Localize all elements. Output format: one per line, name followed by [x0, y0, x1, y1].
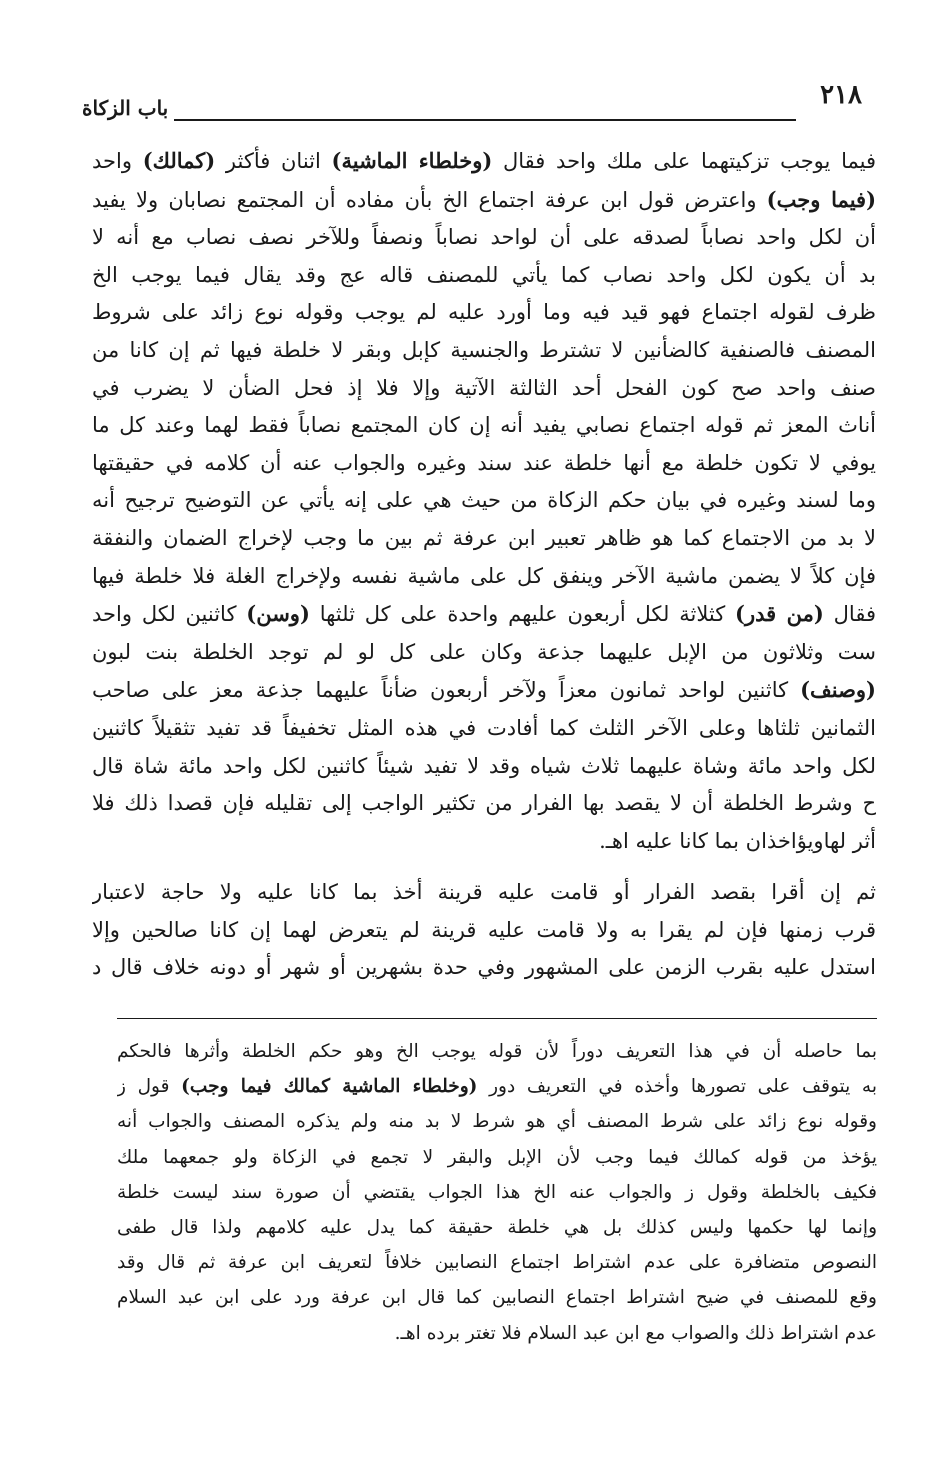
footnote-line: وقع للمصنف في ضيح اشتراط اجتماع النصابين كما قال ابن عرفة ورد على ابن عبد السلام: [117, 1287, 877, 1309]
footnote-line: فكيف بالخلطة وقول ز والجواب عنه الخ هذا الجواب يقتضي أن صورة سند ليست خلطة: [117, 1181, 877, 1203]
main-text: [92, 142, 876, 987]
text-line: قرب زمنها فإن لم يقرا به ولا قامت عليه قرينة لم يتعرض لهما إن كانا صالحين وإلا: [92, 917, 876, 942]
running-head: باب الزكاة: [82, 96, 169, 120]
main-paragraph-2: [92, 874, 876, 987]
text-line: استدل عليه بقرب الزمن على المشهور وفي حدة بشهرين أو شهر أو دونه خلاف قال د: [92, 955, 876, 980]
text-line: لكل واحد مائة وشاة عليهما ثلاث شياه وقد لا تفيد شيئاً كاثنين لكل واحد مائة شاة قال: [92, 753, 876, 778]
footnote-line: وإنما لها حكمها وليس كذلك بل هي خلطة حقيقة كما يدل عليه كلامهم ولذا قال طفى: [117, 1217, 877, 1239]
text-line: يوفي لا تكون خلطة مع أنها خلطة عند سند وغيره والجواب عنه أن كلامه في حقيقتها: [92, 450, 876, 475]
text-line: فيما يوجب تزكيتهما على ملك واحد فقال (وخلطاء الماشية) اثنان فأكثر (كمالك) واحد: [92, 148, 876, 173]
footnote: [117, 1034, 877, 1351]
text-line: فإن كلاً لا يضمن ماشية الآخر وينفق كل على ماشية نفسه ولإخراج الغلة فلا خلطة فيها: [92, 563, 876, 588]
text-line: بد أن يكون لكل واحد نصاب كما يأتي للمصنف قاله عج وقد يقال فيما يوجب الخ: [92, 262, 876, 287]
text-line: (فيما وجب) واعترض قول ابن عرفة اجتماع الخ بأن مفاده أن المجتمع نصابان ولا يفيد: [92, 186, 876, 212]
main-paragraph-1: [92, 142, 876, 860]
page-header: [82, 70, 876, 122]
text-line: وما لسند وغيره في بيان حكم الزكاة من حيث هي على إنه يأتي عن التوضيح ترجيح أنه: [92, 488, 876, 513]
text-line: ست وثلاثون من الإبل عليهما جذعة وكان على كل لو لم توجد الخلطة بنت لبون: [92, 639, 876, 664]
header-rule: [174, 119, 796, 121]
text-line: فقال (من قدر) كثلاثة لكل أربعون عليهم واحدة على كل ثلثها (وسن) كاثنين لكل واحد: [92, 601, 876, 627]
text-line: ظرف لقوله اجتماع فهو قيد فيه وما أورد عليه لم يوجب وقوله نوع زائد على شروط: [92, 300, 876, 325]
text-line: صنف واحد صح كون الفحل أحد الثالثة الآتية وإلا فلا إذ فحل الضأن لا يضرب في: [92, 375, 876, 400]
page-number: ٢١٨: [820, 80, 862, 110]
footnote-line: وقوله نوع زائد على شرط المصنف أي هو شرط لا بد منه ولم يذكره المصنف والجواب أنه: [117, 1111, 877, 1133]
footnote-line: النصوص متضافرة على عدم اشتراط اجتماع النصابين خلافاً لتعريف ابن عرفة ثم قال وقد: [117, 1252, 877, 1274]
footnote-line: يؤخذ من قوله كمالك فيما وجب لأن الإبل والبقر لا تجمع في الزكاة ولو جمعهما ملك: [117, 1146, 877, 1168]
footnote-rule: [117, 1018, 877, 1019]
text-line: أثر لهاويؤاخذان بما كانا عليه اهـ.: [599, 828, 876, 853]
text-line: (وصنف) كاثنين لواحد ثمانون معزاً ولآخر أربعون ضأناً عليهما جذعة معز على صاحب: [92, 677, 876, 703]
footnote-line: عدم اشتراط ذلك والصواب مع ابن عبد السلام فلا تغتر برده اهـ.: [394, 1322, 877, 1344]
text-line: ثم إن أقرا بقصد الفرار أو قامت عليه قرينة أخذ بما كانا عليه ولا حاجة لاعتبار: [92, 880, 876, 905]
text-line: أناث المعز ثم قوله اجتماع نصابي يفيد أنه إن كان المجتمع نصاباً فقط لهما وعند كل ما: [92, 413, 876, 438]
text-line: المصنف فالصنفية كالضأنين لا تشترط والجنسية كإبل وبقر لا خلطة فيها ثم إن كانا من: [92, 337, 876, 362]
footnote-line: بما حاصله أن في هذا التعريف دوراً لأن قوله يوجب الخ وهو حكم الخلطة وأثرها فالحكم: [117, 1041, 877, 1062]
text-line: لا بد من الاجتماع كما هو ظاهر تعبير ابن عرفة ثم بين ما وجب لإخراج الضمان والنفقة: [92, 525, 876, 550]
text-line: الثمانين ثلثاها وعلى الآخر الثلث كما أفادت في هذه المثل تخفيفاً قد تفيد تثقيلاً كاثنين: [92, 715, 876, 740]
text-line: ح وشرط الخلطة أن لا يقصد بها الفرار من تكثير الواجب إلى تقليله فإن قصدا ذلك فلا: [92, 791, 876, 816]
text-line: أن لكل واحد نصاباً لصدقه على أن لواحد نصاباً ونصفاً وللآخر نصف نصاب مع أنه لا: [92, 225, 876, 250]
footnote-line: به يتوقف على تصورها وأخذه في التعريف دور (وخلطاء الماشية كمالك فيما وجب) قول ز: [117, 1076, 877, 1098]
